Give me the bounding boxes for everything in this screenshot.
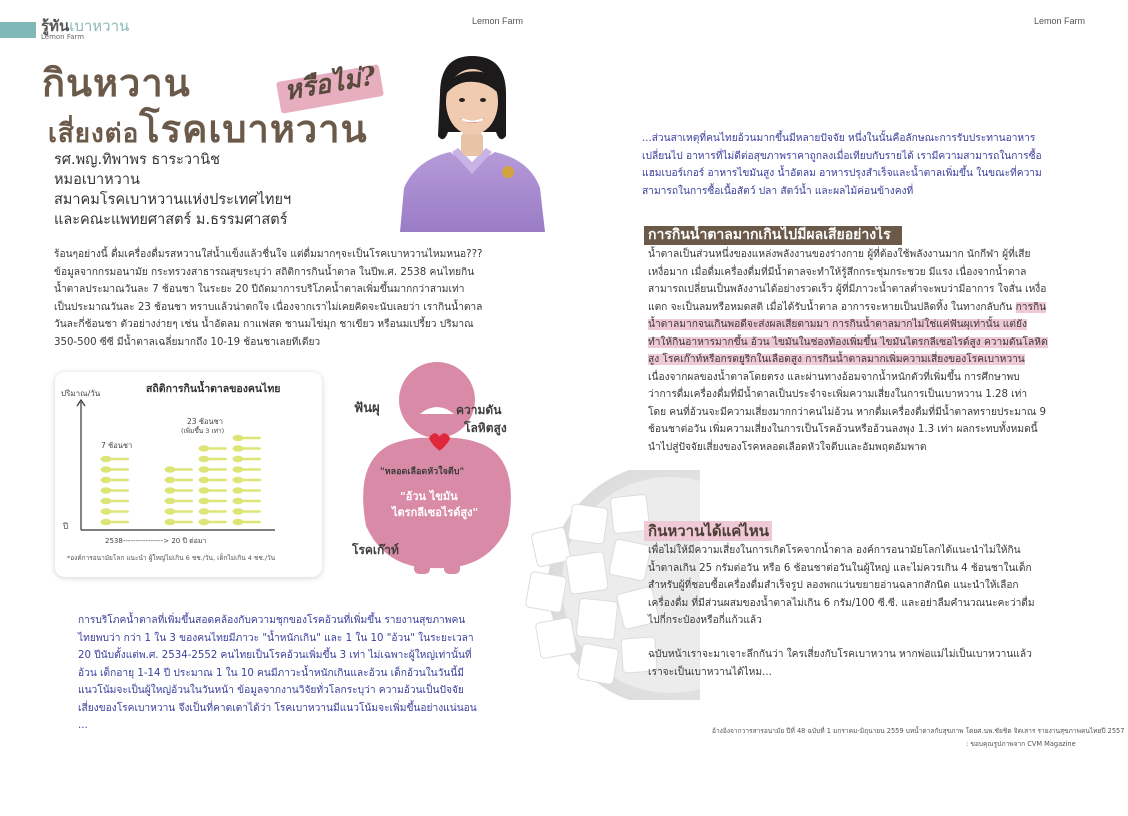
spoon-icon: [233, 519, 262, 525]
source-citation: อ้างอิงจากวารสารอนามัย ปีที่ 48 ฉบับที่ 1 มกราคม-มิถุนายน 2559 บทน้ำตาลกับสุขภาพ โดยศ.นพ.ชัยชิต จิตเสาร รายงานสุขภาพคนไทยปี 2557: [712, 727, 1125, 735]
chart-value-label-1: 7 ช้อนชา: [101, 441, 133, 450]
spoon-icon: [199, 456, 228, 462]
label-coronary-artery: "หลอดเลือดหัวใจตีบ": [380, 467, 465, 477]
section1-body: น้ำตาลเป็นส่วนหนึ่งของแหล่งพลังงานของร่างกาย ผู้ที่ต้องใช้พลังงานมาก นักกีฬา ผู้ที่เสียเหงื่อมาก เมื่อดื่มเครื่องดื่มที่มีน้ำตาลจะทำให้รู้สึกกระชุ่มกระชวย มีแรง เนื่องจากน้ำตาลสามารถเปลี่ยนเป็นพลังงานได้อย่างรวดเร็ว ผู้ที่มีภาวะน้ำตาลต่ำจะพบว่ามีอาการ ใจสั่น เหงื่อแตก จะเป็นลมหรือหมดสติ เมื่อได้รับน้ำตาล อาการจะหายเป็นปลิดทิ้ง ในทางกลับกัน การกินน้ำตาลมากจนเกินพอดีจะส่งผลเสียตามมา การกินน้ำตาลมากไม่ใช่แค่ฟันผุเท่านั้น แต่ยังทำให้กินอาหารมากขึ้น อ้วน ไขมันในช่องท้องเพิ่มขึ้น ไขมันไตรกลีเซอไรด์สูง ความดันโลหิตสูง โรคเก๊าท์หรือกรดยูริกในเลือดสูง การกินน้ำตาลมากเพิ่มความเสี่ยงของโรคเบาหวานเนื่องจากผลของน้ำตาลโดยตรง และผ่านทางอ้อมจากน้ำหนักตัวที่เพิ่มขึ้น การศึกษาพบว่าการดื่มเครื่องดื่มที่มีน้ำตาลเป็นประจำจะเพิ่มความเสี่ยงในการเป็นเบาหวาน 1.28 เท่า โดย คนที่อ้วนจะมีความเสี่ยงมากกว่าคนไม่อ้วน หากดื่มเครื่องดื่มที่มีน้ำตาลทรายประมาณ 9 ช้อนชาต่อวัน เพิ่มความเสี่ยงในการเป็นโรคอ้วนหรืออ้วนลงพุง 1.3 เท่า ผลกระทบทั้งหมดนี้นำไปสู่ปัจจัยเสี่ยงของโรคหลอดเลือดหัวใจตีบและอัมพฤตอัมพาต: [648, 249, 1048, 453]
chart-bar-2538: [101, 456, 130, 525]
spoon-icon: [101, 456, 130, 462]
closing-paragraph: ฉบับหน้าเราจะมาเจาะลึกกันว่า ใครเสี่ยงกับโรคเบาหวาน หากพ่อแม่ไม่เป็นเบาหวานแล้วเราจะเป็นเบาหวานได้ไหม...: [648, 649, 1032, 678]
header-right-label: Lemon Farm: [1034, 16, 1086, 26]
chart-bar-20-years-later: [165, 435, 262, 525]
spoon-icon: [165, 477, 194, 483]
author-org-1: สมาคมโรคเบาหวานแห่งประเทศไทยฯ: [54, 192, 292, 208]
author-org-2: และคณะแพทยศาสตร์ ม.ธรรมศาสตร์: [54, 212, 288, 228]
chart-title: สถิติการกินน้ำตาลของคนไทย: [146, 383, 281, 395]
spoon-icon: [165, 498, 194, 504]
spoon-icon: [199, 508, 228, 514]
chart-footnote: *องค์การอนามัยโลก แนะนำ ผู้ใหญ่ไม่เกิน 6 ชช./วัน, เด็กไม่เกิน 4 ชช./วัน: [67, 554, 276, 562]
chart-annotation: (เพิ่มขึ้น 3 เท่า): [181, 427, 225, 435]
spoon-icon: [233, 477, 262, 483]
spoon-icon: [101, 508, 130, 514]
brand-subtitle: Lemon Farm: [41, 33, 85, 41]
sugar-effects-body-figure: [352, 356, 522, 576]
spoon-icon: [233, 435, 262, 441]
spoon-icon: [233, 498, 262, 504]
spoon-icon: [199, 477, 228, 483]
spoon-icon: [101, 466, 130, 472]
brand-title: รู้ทันเบาหวาน: [41, 17, 130, 35]
author-portrait: [400, 48, 545, 232]
spoon-icon: [101, 477, 130, 483]
chart-x-label: ปี: [63, 522, 69, 531]
spoon-icon: [233, 487, 262, 493]
label-blood-pressure-1: ความดัน: [456, 403, 502, 417]
spoon-icon: [165, 508, 194, 514]
spoon-icon: [199, 498, 228, 504]
spoon-icon: [165, 466, 194, 472]
author-role: หมอเบาหวาน: [54, 172, 140, 188]
section1-highlight: การกินน้ำตาลมากจนเกินพอดีจะส่งผลเสียตามมา การกินน้ำตาลมากไม่ใช่แค่ฟันผุเท่านั้น แต่ยังทำให้กินอาหารมากขึ้น อ้วน ไขมันในช่องท้องเพิ่มขึ้น ไขมันไตรกลีเซอไรด์สูง ความดันโลหิตสูง โรคเก๊าท์หรือกรดยูริกในเลือดสูง การกินน้ำตาลมากเพิ่มความเสี่ยงของโรคเบาหวาน: [648, 301, 1048, 365]
label-gout: โรคเก๊าท์: [352, 543, 399, 557]
spoon-icon: [165, 519, 194, 525]
spoon-icon: [165, 487, 194, 493]
author-block: [54, 150, 291, 230]
intro-paragraph: ร้อนๆอย่างนี้ ดื่มเครื่องดื่มรสหวานใส่น้ำแข็งแล้วชื่นใจ แต่ดื่มมากๆจะเป็นโรคเบาหวานไหมหนอ??? ข้อมูลจากกรมอนามัย กระทรวงสาธารณสุขระบุว่า สถิติการกินน้ำตาล ในปีพ.ศ. 2538 คนไทยกินน้ำตาลประมาณวันละ 7 ช้อนชา ในระยะ 20 ปีถัดมาการบริโภคน้ำตาลเพิ่มขึ้นมากกว่าสามเท่า เป็นประมาณวันละ 23 ช้อนชา ทราบแล้วน่าตกใจ เนื่องจากเราไม่เคยคิดจะนับเลยว่า เรากินน้ำตาลวันละกี่ช้อนชา ตัวอย่างง่ายๆ เช่น น้ำอัดลม กาแฟสด ชานมไข่มุก ชาเขียว หรือนมเปรี้ยว ปริมาณ 350-500 ซีซี มีน้ำตาลเฉลี่ยมากถึง 10-19 ช้อนชาเลยทีเดียว: [54, 249, 483, 348]
spoon-icon: [101, 519, 130, 525]
section2-heading: กินหวานได้แค่ไหน: [648, 522, 769, 540]
spoon-icon: [233, 445, 262, 451]
label-obesity-2: ไตรกลีเซอไรด์สูง": [392, 506, 479, 519]
spoon-icon: [233, 466, 262, 472]
spoon-icon: [233, 508, 262, 514]
title-line-2: เสี่ยงต่อโรคเบาหวาน: [48, 107, 368, 151]
section1-heading: การกินน้ำตาลมากเกินไปมีผลเสียอย่างไร: [648, 227, 891, 243]
spoon-icon: [199, 519, 228, 525]
spoon-icon: [233, 456, 262, 462]
title-line-1: กินหวาน: [42, 61, 191, 105]
label-tooth-decay: ฟันผุ: [354, 401, 380, 416]
sugar-statistics-chart-card: [55, 372, 322, 577]
figure-leg-left: [414, 552, 430, 574]
spoon-icon: [101, 498, 130, 504]
header-center-label: Lemon Farm: [472, 16, 524, 26]
chart-y-label: ปริมาณ/วัน: [61, 389, 101, 398]
header-accent-bar: [0, 22, 36, 38]
spoon-icon: [199, 445, 228, 451]
section2-body: เพื่อไม่ให้มีความเสี่ยงในการเกิดโรคจากน้ำตาล องค์การอนามัยโลกได้แนะนำไม่ให้กินน้ำตาลเกิน 25 กรัมต่อวัน หรือ 6 ช้อนชาต่อวันในผู้ใหญ่ และไม่ควรเกิน 4 ช้อนชาในเด็ก สำหรับผู้ที่ชอบซื้อเครื่องดื่มสำเร็จรูป ลองพกแว่นขยายอ่านฉลากสักนิด แนะนำให้เลือกเครื่องดื่ม ที่มีส่วนผสมของน้ำตาลไม่เกิน 6 กรัม/100 ซี.ซี. และอย่าลืมคำนวณนะคะว่าดื่มไปกี่กระป๋องหรือกี่แก้วแล้ว: [648, 545, 1035, 626]
title-tag: หรือไม่?: [282, 61, 379, 107]
obesity-paragraph: การบริโภคน้ำตาลที่เพิ่มขึ้นสอดคล้องกับความชุกของโรคอ้วนที่เพิ่มขึ้น รายงานสุขภาพคนไทยพบว่า กว่า 1 ใน 3 ของคนไทยมีภาวะ "น้ำหนักเกิน" และ 1 ใน 10 "อ้วน" ในระยะเวลา 20 ปีนับตั้งแต่พ.ศ. 2534-2552 คนไทยเป็นโรคอ้วนเพิ่มขึ้น 3 เท่า ไม่เฉพาะผู้ใหญ่เท่านั้นที่อ้วน เด็กอายุ 1-14 ปี ประมาณ 1 ใน 10 คนมีภาวะน้ำหนักเกินและอ้วน เด็กอ้วนในวันนี้มีแนวโน้มจะเป็นผู้ใหญ่อ้วนในวันหน้า ข้อมูลจากงานวิจัยทั่วโลกระบุว่า ความอ้วนเป็นปัจจัยเสี่ยงของโรคเบาหวาน จึงเป็นที่คาดเดาได้ว่า โรคเบาหวานมีแนวโน้มจะเพิ่มขึ้นอย่างแน่นอน ...: [78, 615, 477, 731]
right-intro-paragraph: ...ส่วนสาเหตุที่คนไทยอ้วนมากขึ้นมีหลายปัจจัย หนึ่งในนั้นคือลักษณะการรับประทานอาหารเปลี่ยนไป อาหารที่ไม่ดีต่อสุขภาพราคาถูกลงเมื่อเทียบกับรายได้ เรามีความสามารถในการซื้อแฮมเบอร์เกอร์ อาหารไขมันสูง น้ำอัดลม อาหารปรุงสำเร็จและน้ำตาลเพิ่มขึ้น ในขณะที่ความสามารถในการซื้อเนื้อสัตว์ ปลา สัตว์น้ำ และผลไม้ค่อนข้างคงที่: [642, 133, 1042, 197]
label-obesity-1: "อ้วน ไขมัน: [400, 490, 458, 503]
chart-value-label-2: 23 ช้อนชา: [187, 417, 223, 426]
chart-x-axis-caption: 2538----------------> 20 ปี ต่อมา: [105, 537, 207, 545]
spoon-icon: [199, 487, 228, 493]
spoon-icon: [101, 487, 130, 493]
sugar-statistics-chart: [55, 372, 322, 577]
image-credit: : ขอบคุณรูปภาพจาก CVM Magazine: [966, 740, 1076, 748]
figure-leg-right: [444, 552, 460, 574]
author-name: รศ.พญ.ทิพาพร ธาระวานิช: [54, 152, 220, 168]
label-blood-pressure-2: โลหิตสูง: [464, 421, 507, 435]
spoon-icon: [199, 466, 228, 472]
